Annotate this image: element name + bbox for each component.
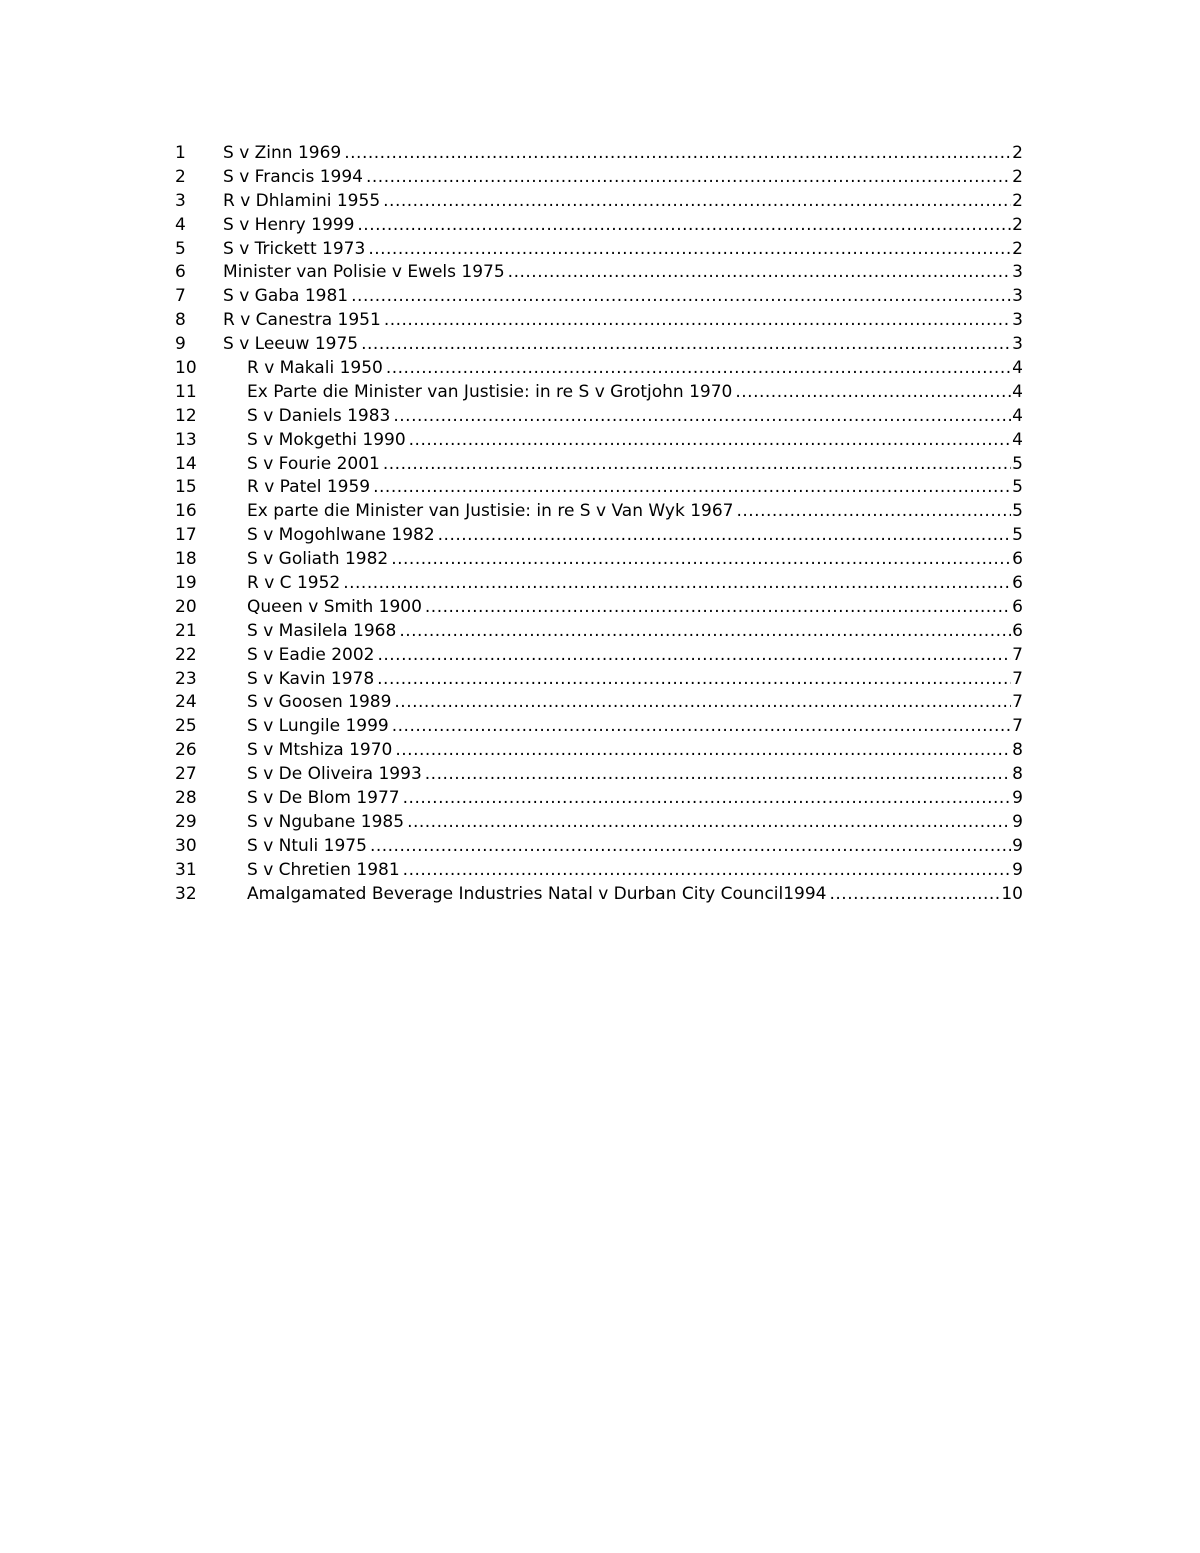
entry-page-number: 5 [1012, 477, 1023, 498]
entry-title-link[interactable]: S v Mtshiza 1970 [247, 740, 393, 761]
dot-leader [357, 214, 1011, 238]
dot-leader [830, 883, 1001, 907]
entry-page-number: 5 [1012, 453, 1023, 474]
entry-number: 5 [175, 238, 186, 259]
toc-entry[interactable] [175, 285, 1023, 309]
entry-title-link[interactable]: R v Makali 1950 [247, 358, 383, 379]
toc-entry[interactable] [175, 787, 1023, 811]
toc-entry[interactable] [175, 261, 1023, 285]
entry-page-number: 5 [1012, 525, 1023, 546]
entry-title-link[interactable]: S v Trickett 1973 [223, 238, 366, 259]
entry-page-number: 9 [1012, 788, 1023, 809]
entry-number: 22 [175, 644, 197, 665]
dot-leader [377, 668, 1011, 692]
entry-number: 20 [175, 596, 197, 617]
entry-number: 2 [175, 166, 186, 187]
entry-title-link[interactable]: S v Chretien 1981 [247, 859, 400, 880]
dot-leader [368, 238, 1011, 262]
entry-title-link[interactable]: Queen v Smith 1900 [247, 596, 422, 617]
toc-entry[interactable] [175, 524, 1023, 548]
dot-leader [392, 715, 1011, 739]
entry-page-number: 4 [1012, 381, 1023, 402]
entry-page-number: 3 [1012, 310, 1023, 331]
toc-entry[interactable] [175, 859, 1023, 883]
toc-entry[interactable] [175, 500, 1023, 524]
dot-leader [438, 524, 1012, 548]
entry-number: 28 [175, 788, 197, 809]
entry-page-number: 2 [1012, 143, 1023, 163]
entry-number: 18 [175, 549, 197, 570]
toc-entry[interactable] [175, 381, 1023, 405]
entry-page-number: 4 [1012, 358, 1023, 379]
entry-page-number: 3 [1012, 286, 1023, 307]
entry-number: 17 [175, 525, 197, 546]
table-of-contents [175, 142, 1023, 907]
entry-title-link[interactable]: R v Dhlamini 1955 [223, 190, 381, 211]
dot-leader [370, 835, 1011, 859]
toc-entry[interactable] [175, 715, 1023, 739]
entry-number: 32 [175, 883, 197, 904]
dot-leader [403, 859, 1012, 883]
toc-entry[interactable] [175, 333, 1023, 357]
entry-number: 16 [175, 501, 197, 522]
entry-number: 15 [175, 477, 197, 498]
entry-number: 30 [175, 835, 197, 856]
dot-leader [393, 405, 1011, 429]
entry-number: 21 [175, 620, 197, 641]
toc-entry[interactable] [175, 429, 1023, 453]
toc-entry[interactable] [175, 405, 1023, 429]
dot-leader [394, 691, 1011, 715]
toc-entry[interactable] [175, 691, 1023, 715]
entry-number: 8 [175, 310, 186, 331]
dot-leader [383, 453, 1011, 477]
entry-number: 19 [175, 573, 197, 594]
entry-title-link[interactable]: S v Leeuw 1975 [223, 334, 359, 355]
toc-entry[interactable] [175, 596, 1023, 620]
entry-page-number: 9 [1012, 859, 1023, 880]
entry-number: 10 [175, 358, 197, 379]
entry-page-number: 2 [1012, 214, 1023, 235]
entry-title-link[interactable]: S v Fourie 2001 [247, 453, 380, 474]
toc-entry[interactable] [175, 572, 1023, 596]
entry-title-link[interactable]: S v Francis 1994 [223, 166, 363, 187]
entry-title-link[interactable]: S v Henry 1999 [223, 214, 355, 235]
entry-title-link[interactable]: S v Zinn 1969 [223, 143, 342, 163]
entry-number: 24 [175, 692, 197, 713]
toc-entry[interactable] [175, 811, 1023, 835]
entry-page-number: 6 [1012, 620, 1023, 641]
entry-number: 4 [175, 214, 186, 235]
dot-leader [735, 381, 1011, 405]
entry-title-link[interactable]: S v Lungile 1999 [247, 716, 389, 737]
entry-title-link[interactable]: S v Goosen 1989 [247, 692, 392, 713]
entry-page-number: 7 [1012, 644, 1023, 665]
entry-page-number: 7 [1012, 668, 1023, 689]
entry-number: 6 [175, 262, 186, 283]
entry-number: 3 [175, 190, 186, 211]
toc-entry[interactable] [175, 883, 1023, 907]
entry-number: 29 [175, 811, 197, 832]
dot-leader [377, 644, 1011, 668]
dot-leader [344, 142, 1011, 166]
dot-leader [373, 476, 1011, 500]
toc-entry[interactable] [175, 548, 1023, 572]
entry-title-link[interactable]: R v Patel 1959 [247, 477, 371, 498]
entry-title-link[interactable]: R v C 1952 [247, 573, 341, 594]
entry-title-link[interactable]: S v Gaba 1981 [223, 286, 349, 307]
entry-title-link[interactable]: S v De Blom 1977 [247, 788, 400, 809]
toc-entry[interactable] [175, 620, 1023, 644]
dot-leader [736, 500, 1011, 524]
entry-number: 26 [175, 740, 197, 761]
entry-page-number: 6 [1012, 549, 1023, 570]
dot-leader [384, 309, 1011, 333]
entry-page-number: 3 [1012, 334, 1023, 355]
toc-entry[interactable] [175, 309, 1023, 333]
dot-leader [409, 429, 1012, 453]
dot-leader [425, 596, 1011, 620]
entry-page-number: 8 [1012, 740, 1023, 761]
dot-leader [425, 763, 1011, 787]
entry-number: 1 [175, 143, 186, 163]
entry-number: 23 [175, 668, 197, 689]
entry-title-link[interactable]: S v Goliath 1982 [247, 549, 389, 570]
entry-page-number: 4 [1012, 405, 1023, 426]
dot-leader [395, 739, 1011, 763]
entry-number: 31 [175, 859, 197, 880]
entry-number: 14 [175, 453, 197, 474]
entry-title-link[interactable]: Minister van Polisie v Ewels 1975 [223, 262, 505, 283]
entry-page-number: 8 [1012, 764, 1023, 785]
toc-entry[interactable] [175, 476, 1023, 500]
toc-entry[interactable] [175, 668, 1023, 692]
entry-page-number: 3 [1012, 262, 1023, 283]
entry-title-link[interactable]: S v Mogohlwane 1982 [247, 525, 435, 546]
dot-leader [343, 572, 1011, 596]
toc-entry[interactable] [175, 214, 1023, 238]
dot-leader [403, 787, 1012, 811]
toc-entry[interactable] [175, 835, 1023, 859]
entry-page-number: 2 [1012, 166, 1023, 187]
toc-entry[interactable] [175, 357, 1023, 381]
dot-leader [351, 285, 1011, 309]
entry-number: 11 [175, 381, 197, 402]
entry-title-link[interactable]: S v Kavin 1978 [247, 668, 375, 689]
entry-page-number: 9 [1012, 835, 1023, 856]
entry-title-link[interactable]: S v Ngubane 1985 [247, 811, 405, 832]
entry-title-link[interactable]: S v Ntuli 1975 [247, 835, 367, 856]
toc-entry[interactable] [175, 142, 1023, 166]
entry-page-number: 10 [1001, 883, 1023, 904]
entry-title-link[interactable]: S v Eadie 2002 [247, 644, 375, 665]
dot-leader [407, 811, 1011, 835]
entry-page-number: 5 [1012, 501, 1023, 522]
entry-page-number: 7 [1012, 692, 1023, 713]
entry-title-link[interactable]: S v Masilela 1968 [247, 620, 397, 641]
entry-page-number: 6 [1012, 596, 1023, 617]
entry-title-link[interactable]: S v De Oliveira 1993 [247, 764, 422, 785]
entry-number: 7 [175, 286, 186, 307]
dot-leader [366, 166, 1011, 190]
entry-number: 12 [175, 405, 197, 426]
entry-number: 13 [175, 429, 197, 450]
entry-title-link[interactable]: S v Daniels 1983 [247, 405, 391, 426]
toc-entry[interactable] [175, 190, 1023, 214]
entry-page-number: 2 [1012, 238, 1023, 259]
toc-entry[interactable] [175, 763, 1023, 787]
entry-title-link[interactable]: Ex Parte die Minister van Justisie: in re S v Grotjohn 1970 [247, 381, 733, 402]
entry-page-number: 4 [1012, 429, 1023, 450]
toc-entry[interactable] [175, 739, 1023, 763]
entry-title-link[interactable]: S v Mokgethi 1990 [247, 429, 406, 450]
entry-title-link[interactable]: Ex parte die Minister van Justisie: in re S v Van Wyk 1967 [247, 501, 734, 522]
dot-leader [399, 620, 1011, 644]
entry-page-number: 6 [1012, 573, 1023, 594]
entry-title-link[interactable]: R v Canestra 1951 [223, 310, 381, 331]
dot-leader [361, 333, 1011, 357]
toc-entry[interactable] [175, 166, 1023, 190]
entry-number: 27 [175, 764, 197, 785]
dot-leader [386, 357, 1011, 381]
toc-entry[interactable] [175, 644, 1023, 668]
toc-entry[interactable] [175, 453, 1023, 477]
dot-leader [508, 261, 1012, 285]
dot-leader [383, 190, 1011, 214]
entry-page-number: 2 [1012, 190, 1023, 211]
entry-page-number: 9 [1012, 811, 1023, 832]
entry-title-link[interactable]: Amalgamated Beverage Industries Natal v Durban City Council1994 [247, 883, 827, 904]
dot-leader [391, 548, 1011, 572]
toc-entry[interactable] [175, 238, 1023, 262]
entry-number: 9 [175, 334, 186, 355]
entry-number: 25 [175, 716, 197, 737]
entry-page-number: 7 [1012, 716, 1023, 737]
